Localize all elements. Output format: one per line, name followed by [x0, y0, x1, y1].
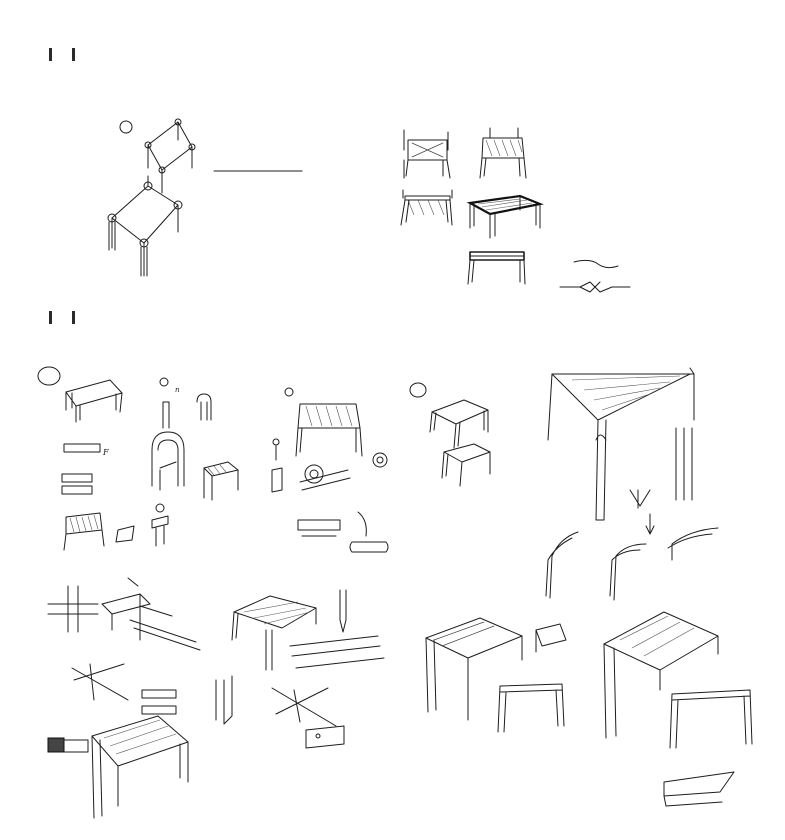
sketch-group-4 — [410, 383, 490, 486]
svg-text:n: n — [175, 386, 180, 394]
concept-table-diagram-top — [120, 119, 195, 193]
sketch-group-1 — [38, 367, 134, 550]
concept-detail-notes — [560, 260, 630, 292]
sketch-group-2 — [152, 378, 238, 546]
sketch-bottom-left-table — [92, 716, 188, 818]
sketch-group-3 — [272, 388, 388, 552]
concept-tables-right — [401, 128, 540, 284]
sketch-middle-tables — [216, 590, 384, 748]
sketch-mark-f: F — [103, 448, 109, 457]
sketch-large-corner — [546, 368, 718, 600]
sketch-right-tables — [426, 612, 752, 806]
concept-table-diagram-bottom — [108, 176, 182, 276]
